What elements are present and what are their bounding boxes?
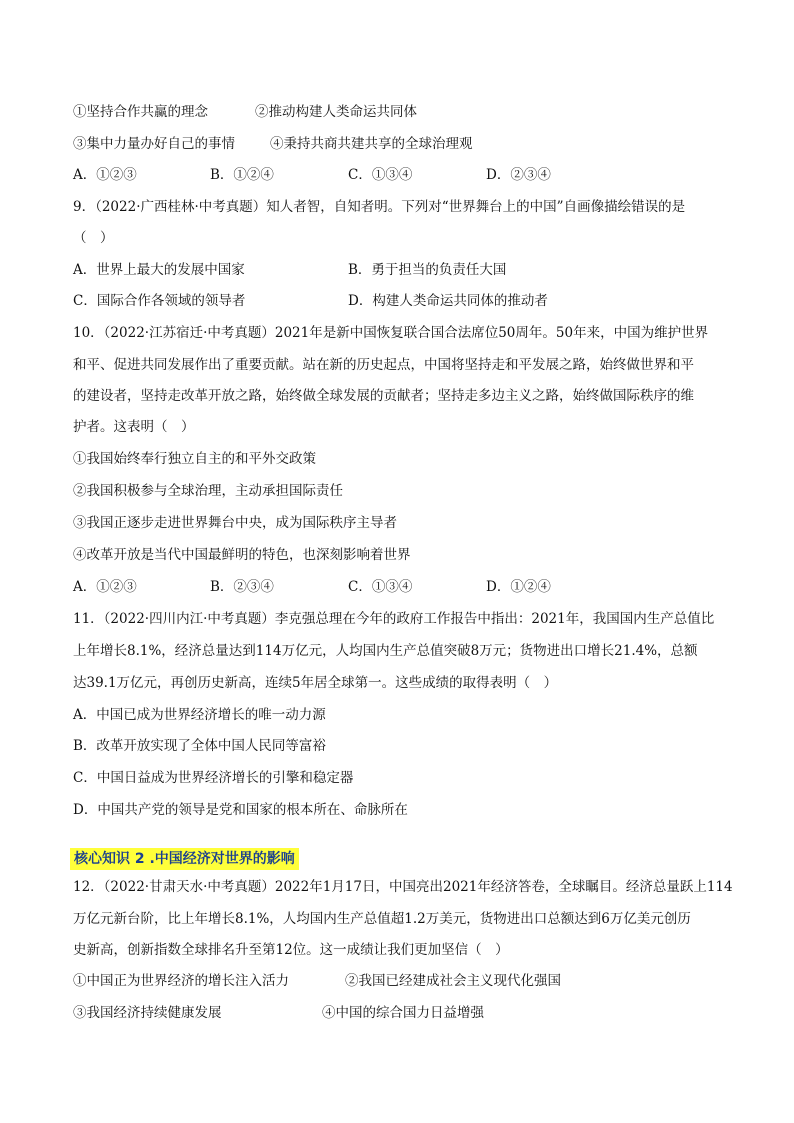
statement-3: ③集中力量办好自己的事情 — [73, 136, 235, 152]
question-10-line-4: 护者。这表明（ ） — [73, 419, 195, 435]
section-heading: 核心知识 2 .中国经济对世界的影响 — [70, 848, 299, 870]
choice-b: B．勇于担当的负责任大国 — [348, 262, 507, 278]
choice-b: B．①②④ — [210, 167, 274, 183]
choice-c: C．国际合作各领域的领导者 — [73, 293, 246, 309]
choice-b: B．②③④ — [210, 579, 274, 595]
statement-3: ③我国经济持续健康发展 — [73, 1005, 222, 1021]
choice-d: D．①②④ — [486, 579, 551, 595]
statement-4: ④中国的综合国力日益增强 — [322, 1005, 484, 1021]
choice-a: A．①②③ — [73, 167, 137, 183]
choice-b: B．改革开放实现了全体中国人民同等富裕 — [73, 738, 326, 754]
question-12-line-1: 12．（2022·甘肃天水·中考真题）2022年1月17日，中国亮出2021年经济答卷，全球瞩目。经济总量跃上114 — [73, 879, 733, 895]
statement-4: ④改革开放是当代中国最鲜明的特色，也深刻影响着世界 — [73, 547, 411, 563]
statement-2: ②我国已经建成社会主义现代化强国 — [345, 973, 561, 989]
question-12-line-2: 万亿元新台阶，比上年增长8.1%，人均国内生产总值超1.2万美元，货物进出口总额达到6万亿美元创历 — [73, 911, 691, 927]
statement-3: ③我国正逐步走进世界舞台中央，成为国际秩序主导者 — [73, 515, 397, 531]
choice-a: A．中国已成为世界经济增长的唯一动力源 — [73, 707, 326, 723]
statement-2: ②推动构建人类命运共同体 — [255, 104, 417, 120]
statement-1: ①中国正为世界经济的增长注入活力 — [73, 973, 289, 989]
question-9-line-1: 9．（2022·广西桂林·中考真题）知人者智，自知者明。下列对“世界舞台上的中国”自画像描绘错误的是 — [73, 199, 686, 215]
question-10-line-1: 10．（2022·江苏宿迁·中考真题）2021年是新中国恢复联合国合法席位50周年。50年来，中国为维护世界 — [73, 325, 709, 341]
choice-d: D．中国共产党的领导是党和国家的根本所在、命脉所在 — [73, 802, 408, 818]
question-9-line-2: （ ） — [73, 230, 114, 246]
question-10-line-2: 和平、促进共同发展作出了重要贡献。站在新的历史起点，中国将坚持走和平发展之路，始终做世界和平 — [73, 357, 694, 373]
question-11-line-2: 上年增长8.1%，经济总量达到114万亿元，人均国内生产总值突破8万元；货物进出口增长21.4%，总额 — [73, 643, 698, 659]
choice-a: A．①②③ — [73, 579, 137, 595]
question-11-line-1: 11．（2022·四川内江·中考真题）李克强总理在今年的政府工作报告中指出：2021年，我国国内生产总值比 — [73, 611, 715, 627]
statement-1: ①我国始终奉行独立自主的和平外交政策 — [73, 451, 316, 467]
choice-d: D．②③④ — [486, 167, 551, 183]
statement-4: ④秉持共商共建共享的全球治理观 — [270, 136, 473, 152]
statement-2: ②我国积极参与全球治理，主动承担国际责任 — [73, 483, 343, 499]
question-10-line-3: 的建设者，坚持走改革开放之路，始终做全球发展的贡献者；坚持走多边主义之路，始终做国际秩序的维 — [73, 388, 694, 404]
choice-c: C．①③④ — [348, 579, 413, 595]
choice-c: C．①③④ — [348, 167, 413, 183]
choice-a: A．世界上最大的发展中国家 — [73, 262, 245, 278]
choice-c: C．中国日益成为世界经济增长的引擎和稳定器 — [73, 770, 354, 786]
statement-1: ①坚持合作共赢的理念 — [73, 104, 208, 120]
question-12-line-3: 史新高，创新指数全球排名升至第12位。这一成绩让我们更加坚信（ ） — [73, 942, 509, 958]
question-11-line-3: 达39.1万亿元，再创历史新高，连续5年居全球第一。这些成绩的取得表明（ ） — [73, 675, 558, 691]
choice-d: D．构建人类命运共同体的推动者 — [348, 293, 548, 309]
